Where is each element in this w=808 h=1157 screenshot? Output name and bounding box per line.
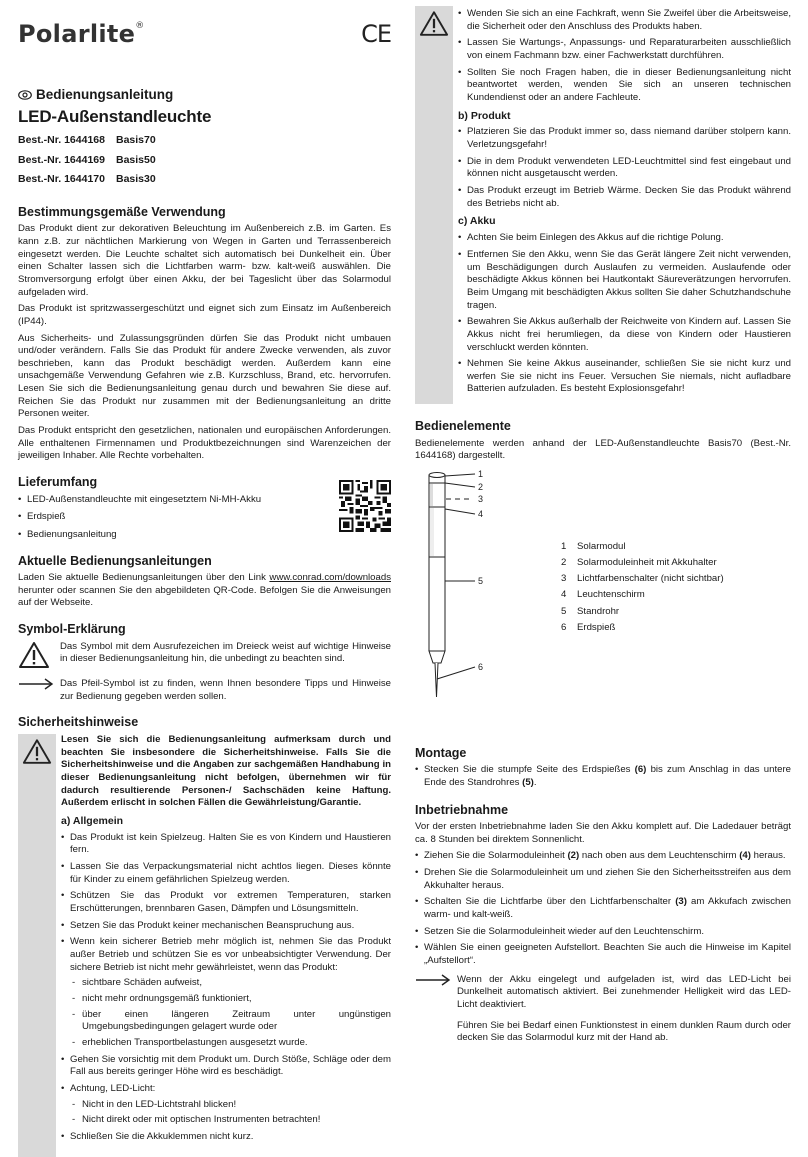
left-column [18, 18, 391, 1157]
led-sublist [70, 1099, 391, 1127]
tip-paragraph: Wenn der Akku eingelegt und aufgeladen ist, wird das LED-Licht bei Dunkelheit automatisch aktiviert. Bei zunehmender Helligkeit wird das LED-Licht deaktiviert. [457, 973, 791, 1010]
callout-label: 4 [478, 508, 484, 519]
general-list [61, 832, 391, 1144]
tip-block [415, 974, 791, 1053]
warning-icon [419, 10, 449, 37]
list-item: • Bedienungsanleitung [18, 529, 391, 542]
callout-label: 5 [478, 575, 484, 586]
list-item: • Lassen Sie das Verpackungsmaterial nicht achtlos liegen. Dieses könnte für Kinder zu einem gefährlichen Spielzeug werden. [61, 861, 391, 886]
manuals-paragraph: Laden Sie aktuelle Bedienungsanleitungen über den Link www.conrad.com/downloads herunter oder scannen Sie den abgebildeten QR-Code. Befolgen Sie die Anweisungen auf der Webseite. [18, 572, 391, 609]
list-item: - nicht mehr ordnungsgemäß funktioniert, [70, 993, 391, 1006]
scope-list [18, 494, 391, 542]
model-row: Best.-Nr. 1644169 Basis50 [18, 153, 156, 166]
list-item: • Das Produkt erzeugt im Betrieb Wärme. Decken Sie das Produkt während des Betriebs nicht ab. [458, 185, 791, 210]
right-column [415, 6, 791, 1053]
list-item: • Stecken Sie die stumpfe Seite des Erdspießes (6) bis zum Anschlag in das untere Ende des Standrohres (5). [415, 764, 791, 789]
brand-bar [18, 18, 391, 52]
list-item: - Nicht direkt oder mit optischen Instrumenten betrachten! [70, 1114, 391, 1127]
list-item: • Entfernen Sie den Akku, wenn Sie das Gerät längere Zeit nicht verwenden, um Beschädigungen durch Auslaufen zu vermeiden. Auslaufende oder beschädigte Akkus können bei Hautkontakt Säureverätzungen hervorrufen. Beim Umgang mit beschädigten Akkus sollten Sie daher Schutzhandschuhe tragen. [458, 249, 791, 312]
battery-heading: c) Akku [458, 215, 496, 228]
intended-use-paragraph: Das Produkt entspricht den gesetzlichen, nationalen und europäischen Anforderungen. Alle enthaltenen Firmennamen und Produktbezeichnungen sind Warenzeichen der jeweiligen Inhaber. Alle Rechte vorbehalten. [18, 425, 391, 462]
list-item: • Wählen Sie einen geeigneten Aufstellort. Beachten Sie auch die Hinweise im Kapitel „Aufstellort“. [415, 942, 791, 967]
model-list [18, 134, 391, 193]
intended-use-paragraph: Das Produkt dient zur dekorativen Beleuchtung im Außenbereich z.B. im Garten. Es kann z.B. zur nächtlichen Markierung von Wegen in Garten und Terrassenbereich eingesetzt werden. Die Leuchte schaltet sich automatisch bei Dunkelheit ein. Über einen Schalter lassen sich die Lichtfarben warm- bzw. kalt-weiß auswählen. Die Stromversorgung erfolgt über einen Akku, der bei Tageslicht über das Solarmodul aufgeladen wird. [18, 223, 391, 298]
list-item: • Gehen Sie vorsichtig mit dem Produkt um. Durch Stöße, Schläge oder dem Fall aus bereits geringer Höhe wird es beschädigt. [61, 1054, 391, 1079]
legend-row: 3 Lichtfarbenschalter (nicht sichtbar) [561, 573, 724, 585]
callout-label: 3 [478, 493, 484, 504]
list-item: • Sollten Sie noch Fragen haben, die in dieser Bedienungsanleitung nicht beantwortet werden, wenden Sie sich an unseren technischen Kundendienst oder an andere Fachleute. [458, 67, 791, 105]
legend-row: 5 Standrohr [561, 605, 620, 617]
warning-icon [18, 641, 50, 669]
intended-use-paragraph: Aus Sicherheits- und Zulassungsgründen dürfen Sie das Produkt nicht umbauen und/oder verändern. Falls Sie das Produkt für andere Zwecke verwenden, als zuvor beschrieben, kann das Produkt beschädigt werden. Außerdem kann eine unsachgemäße Verwendung Gefahren wie z.B. Kurzschluss, Brand, etc. hervorrufen. Lesen Sie sich die Bedienungsanleitung genau durch und bewahren Sie diese auf. Reichen Sie das Produkt nur zusammen mit der Bedienungsanleitung an dritte Personen weiter. [18, 332, 391, 420]
scope-heading: Lieferumfang [18, 475, 98, 490]
mounting-heading: Montage [415, 745, 467, 760]
controls-heading: Bedienelemente [415, 419, 511, 433]
brand-logo: Polarlite® [18, 20, 145, 49]
intended-use-paragraph: Das Produkt ist spritzwassergeschützt und eignet sich zum Einsatz im Außenbereich (IP44). [18, 303, 391, 327]
scope-section [18, 474, 391, 541]
list-item: • Schalten Sie die Lichtfarbe über den Lichtfarbenschalter (3) am Akkufach zwischen warm- und kalt-weiß. [415, 896, 791, 921]
safety-intro: Lesen Sie sich die Bedienungsanleitung aufmerksam durch und beachten Sie insbesondere die Sicherheitshinweise. Falls Sie die Sicherheitshinweise und die Angaben zur sachgemäßen Handhabung in dieser Bedienungsanleitung nicht befolgen, übernehmen wir für dadurch resultierende Personen-/ Sachschäden keine Haftung. Außerdem erlischt in solchen Fällen die Gewährleistung/Garantie. [61, 733, 391, 809]
list-item: • Achten Sie beim Einlegen des Akkus auf die richtige Polung. [458, 232, 791, 245]
list-item: • Achtung, LED-Licht: - Nicht in den LED-Lichtstrahl blicken! - Nicht direkt oder mit optischen Instrumenten betrachten! [61, 1083, 391, 1127]
list-item: • Wenden Sie sich an eine Fachkraft, wenn Sie Zweifel über die Arbeitsweise, die Sicherheit oder den Anschluss des Produkts haben. [458, 8, 791, 33]
arrow-symbol-row: Das Pfeil-Symbol ist zu finden, wenn Ihnen besondere Tipps und Hinweise zur Bedienung gegeben werden sollen. [18, 678, 391, 703]
list-item: • Schließen Sie die Akkuklemmen nicht kurz. [61, 1131, 391, 1144]
manuals-heading: Aktuelle Bedienungsanleitungen [18, 553, 212, 568]
model-row: Best.-Nr. 1644170 Basis30 [18, 173, 156, 186]
lamp-illustration [415, 469, 791, 709]
battery-list [458, 232, 791, 396]
safety-list-continued [458, 8, 791, 105]
list-item: • Erdspieß [18, 511, 391, 524]
tip-paragraph: Führen Sie bei Bedarf einen Funktionstest in einem dunklen Raum durch oder decken Sie das Solarmodul kurz mit der Hand ab. [457, 1019, 791, 1044]
intended-use-heading: Bestimmungsgemäße Verwendung [18, 204, 226, 219]
list-item: • Schützen Sie das Produkt vor extremen Temperaturen, starken Erschütterungen, brennbaren Gasen, Dämpfen und Lösungsmitteln. [61, 890, 391, 915]
mounting-list [415, 764, 791, 789]
arrow-icon [415, 974, 451, 986]
controls-intro: Bedienelemente werden anhand der LED-Außenstandleuchte Basis70 (Best.-Nr. 1644168) dargestellt. [415, 437, 791, 462]
eye-icon [18, 90, 32, 100]
list-item: • Das Produkt ist kein Spielzeug. Halten Sie es von Kindern und Haustieren fern. [61, 832, 391, 857]
product-list [458, 126, 791, 210]
list-item: • LED-Außenstandleuchte mit eingesetztem Ni-MH-Akku [18, 494, 391, 507]
legend-row: 1 Solarmodul [561, 540, 626, 552]
downloads-link[interactable]: www.conrad.com/downloads [269, 572, 391, 584]
commissioning-list [415, 850, 791, 967]
general-heading: a) Allgemein [61, 814, 124, 827]
list-item: • Nehmen Sie keine Akkus auseinander, schließen Sie sie nicht kurz und werfen Sie sie nicht ins Feuer. Versuchen Sie niemals, nicht aufladbare Batterien aufzuladen. Es besteht Explosionsgefahr! [458, 358, 791, 396]
lamp-drawing [415, 469, 515, 709]
symbols-heading: Symbol-Erklärung [18, 622, 126, 636]
safety-heading: Sicherheitshinweise [18, 715, 139, 730]
legend-row: 2 Solarmoduleinheit mit Akkuhalter [561, 557, 717, 568]
warning-symbol-row: Das Symbol mit dem Ausrufezeichen im Dreieck weist auf wichtige Hinweise in dieser Bedienungsanleitung hin, die unbedingt zu beachten sind. [18, 641, 391, 674]
list-item: - sichtbare Schäden aufweist, [70, 977, 391, 990]
product-title: LED-Außenstandleuchte [18, 106, 212, 126]
controls-legend [561, 541, 724, 638]
safety-box [18, 734, 391, 1157]
list-item: - über einen längeren Zeitraum unter ungünstigen Umgebungsbedingungen gelagert wurde oder [70, 1009, 391, 1034]
safety-box-continued [415, 6, 791, 404]
list-item: - Nicht in den LED-Lichtstrahl blicken! [70, 1099, 391, 1112]
model-row: Best.-Nr. 1644168 Basis70 [18, 134, 156, 147]
manual-label: Bedienungsanleitung [18, 86, 391, 104]
legend-row: 6 Erdspieß [561, 621, 616, 633]
arrow-icon [18, 678, 54, 690]
callout-label: 1 [478, 468, 484, 479]
ce-mark: CE [361, 20, 391, 49]
list-item: • Lassen Sie Wartungs-, Anpassungs- und Reparaturarbeiten ausschließlich von einem Fachmann bzw. einer Fachwerkstatt durchführen. [458, 37, 791, 62]
list-item: • Drehen Sie die Solarmoduleinheit um und ziehen Sie den Sicherheitsstreifen aus dem Akkuhalter heraus. [415, 867, 791, 892]
list-item: • Setzen Sie das Produkt keiner mechanischen Beanspruchung aus. [61, 920, 391, 933]
warning-icon [22, 738, 52, 765]
unsafe-sublist [70, 977, 391, 1049]
list-item: • Ziehen Sie die Solarmoduleinheit (2) nach oben aus dem Leuchtenschirm (4) heraus. [415, 850, 791, 863]
callout-label: 6 [478, 661, 484, 672]
legend-row: 4 Leuchtenschirm [561, 589, 645, 601]
commissioning-intro: Vor der ersten Inbetriebnahme laden Sie den Akku komplett auf. Die Ladedauer beträgt ca. 8 Stunden bei direktem Sonnenlicht. [415, 821, 791, 845]
list-item: • Bewahren Sie Akkus außerhalb der Reichweite von Kindern auf. Lassen Sie Akkus nicht frei herumliegen, da diese von Kindern oder Haustieren verschluckt werden könnten. [458, 316, 791, 354]
list-item: • Die in dem Produkt verwendeten LED-Leuchtmittel sind fest eingebaut und können nicht ausgetauscht werden. [458, 156, 791, 181]
commissioning-heading: Inbetriebnahme [415, 802, 509, 817]
product-heading: b) Produkt [458, 109, 511, 122]
callout-label: 2 [478, 481, 484, 492]
list-item: - erheblichen Transportbelastungen ausgesetzt wurde. [70, 1037, 391, 1050]
list-item: • Platzieren Sie das Produkt immer so, dass niemand darüber stolpern kann. Verletzungsgefahr! [458, 126, 791, 151]
list-item: • Setzen Sie die Solarmoduleinheit wieder auf den Leuchtenschirm. [415, 926, 791, 939]
list-item: • Wenn kein sicherer Betrieb mehr möglich ist, nehmen Sie das Produkt außer Betrieb und schützen Sie es vor unbeabsichtigter Verwendung. Der sichere Betrieb ist nicht mehr gewährleistet, wenn das Produkt: - sichtbare Schäden aufweist, - nicht mehr ordnungsgemäß funktioniert, - über einen längeren Zeitraum unter ungünstigen Umgebungsbedingungen gelagert wurde oder - erheblichen Transportbelastungen ausgesetzt wurde. [61, 936, 391, 1049]
